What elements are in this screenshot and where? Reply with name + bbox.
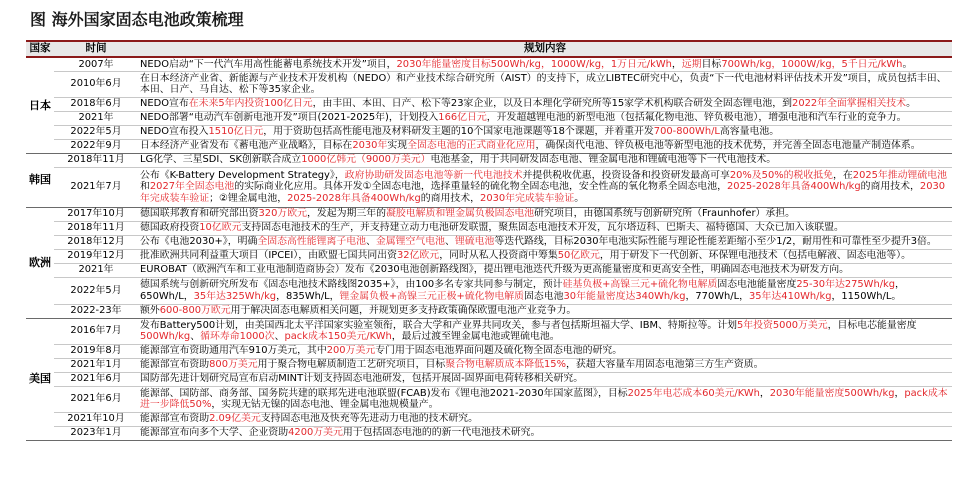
content-text: ，最后过渡至锂金属电池或锂硫电池。 (391, 331, 560, 342)
content-text: 、 (365, 236, 376, 248)
content-text: 的商用技术， (860, 181, 920, 193)
content-text: 用于包括固态电池的的新一代电池技术研究。 (342, 427, 541, 439)
content-text: 电池基金，用于共同研发固态电池、锂金属电池和锂硫电池等下一代电池技术。 (430, 154, 777, 166)
content-text: 能源部宣布向多个大学、企业资助 (140, 427, 289, 439)
highlight-text: 5年投资5000万美元 (736, 319, 828, 331)
highlight-text: 600-800万欧元 (159, 305, 231, 317)
highlight-text: 166亿日元 (438, 112, 487, 124)
content-text: 专门用于固态电池界面问题及硫化物全固态电池的研究。 (375, 345, 623, 357)
highlight-text: 700-800Wh/L (653, 126, 720, 138)
content-text: 、 (274, 331, 285, 342)
content-text: ，实现无钴无镍的固态电池、锂金属电池规模量产。 (211, 399, 439, 410)
time-cell: 2021年7月 (54, 167, 138, 207)
table-row (26, 221, 952, 235)
content-text: 的实际商业化应用。具体开发①全固态电池，选择重量轻的硫化物全固态电池，安全性高的氧化物系全固态电池， (234, 181, 728, 193)
highlight-text: pack成本150美元/KWh (284, 331, 392, 342)
highlight-text: 2025-2028年具备400Wh/kg (727, 181, 861, 193)
content-text: 和 (140, 181, 150, 193)
table-row (26, 111, 952, 125)
content-cell (138, 249, 952, 263)
content-text: 国防部先进计划研究局宣布启动MINT计划支持固态电池研发，包括开展固-固界面电荷转移相关研究。 (140, 373, 584, 385)
content-text: ， (671, 58, 682, 70)
time-cell: 2021年10月 (54, 412, 138, 426)
content-text: ，1150Wh/L。 (831, 290, 902, 302)
header-time: 时间 (54, 41, 138, 57)
time-cell: 2019年8月 (54, 344, 138, 358)
highlight-text: 2030年 (352, 140, 388, 152)
content-text: ，在 (833, 170, 853, 182)
content-cell (138, 153, 952, 167)
highlight-text: 循环寿命1000次 (200, 331, 275, 342)
table-row (26, 125, 952, 139)
table-row (26, 358, 952, 372)
highlight-text: 2025-2028年具备400Wh/kg (287, 192, 421, 204)
time-cell: 2022-23年 (54, 304, 138, 318)
highlight-text: 金属锂空气电池 (375, 236, 446, 248)
figure-title: 图 海外国家固态电池政策梳理 (30, 10, 244, 29)
highlight-text: 1510亿日元 (208, 126, 264, 138)
content-text: 高容量电池。 (719, 126, 780, 138)
content-text: 的商用技术， (420, 192, 481, 204)
content-cell (138, 97, 952, 111)
table-row (26, 153, 952, 167)
table-row (26, 344, 952, 358)
content-text: 。 (906, 98, 916, 110)
content-text: 实现 (387, 140, 408, 152)
time-cell: 2018年6月 (54, 97, 138, 111)
table-row (26, 304, 952, 318)
content-text: ，目标电芯能量密度 (827, 319, 917, 331)
table-row (26, 412, 952, 426)
highlight-text: 2025年电芯成本60美元/KWh (627, 387, 760, 399)
table-row (26, 97, 952, 111)
country-cell: 日本 (26, 57, 54, 153)
content-cell (138, 277, 952, 304)
time-cell: 2019年12月 (54, 249, 138, 263)
content-text: LG化学、三星SDI、SK创新联合成立 (140, 154, 302, 166)
content-text: 在日本经济产业省、新能源与产业技术开发机构（NEDO）和产业技术综合研究所（AIST）的支持下，成立LIBTEC研究中心，负责“下一代电池材料评估技术开发”项目，成员包括丰田、本田、日产、马自达、松下等35家企业。 (140, 72, 947, 95)
content-text: 批准欧洲共同利益重大项目（IPCEI），由欧盟七国共同出资 (140, 250, 397, 262)
time-cell: 2016年7月 (54, 318, 138, 344)
highlight-text: 硅基负极+高镍三元+硫化物电解质 (562, 279, 718, 291)
table-row (26, 235, 952, 249)
content-text: 公布《电池2030+》，明确 (140, 236, 258, 248)
content-text: ，由丰田、本田、日产、松下等23家企业，以及日本理化学研究所等15家学术机构联合研发全固态锂电池，到 (312, 98, 793, 110)
highlight-text: 1000亿韩元（9000万美元） (301, 154, 431, 166)
highlight-text: 全固态高性能锂离子电池 (257, 236, 366, 248)
content-text: 德国系统与创新研究所发布《固态电池技术路线图2035+》，由100多名专家共同参与制定，预计 (140, 279, 563, 291)
content-text: ， (759, 387, 770, 399)
content-text: ，获超大容量车用固态电池第三方生产资质。 (565, 359, 764, 371)
content-text: 用于解决固态电解质相关问题，并规划更多支持政策确保欧盟电池产业竞争力。 (230, 305, 577, 317)
table-row (26, 277, 952, 304)
highlight-text: 2030年能量密度目标500Wh/kg，1000W/kg，1万日元/kWh (396, 58, 672, 70)
content-text: 等迭代路线，目标2030年电池实际性能与理论性能差距缩小至少1/2，耐用性和可靠性至少提升3倍。 (494, 236, 937, 248)
content-text: 能源部、国防部、商务部、国务院共建的联邦先进电池联盟(FCAB)发布《锂电池2021-2030年国家蓝图》，目标 (140, 387, 628, 399)
highlight-text: 聚合物电解质成本降低15% (445, 359, 566, 371)
content-text: 并提供税收优惠，投资设备和投资研发最高可享 (522, 170, 730, 182)
highlight-text: 500Wh/kg (140, 331, 191, 342)
time-cell: 2018年11月 (54, 221, 138, 235)
highlight-text: 2025年推动锂硫电池 (852, 170, 948, 182)
content-text: ，650Wh/L， (140, 279, 905, 302)
content-text: 支持固态电池技术的生产，并支持建立动力电池研发联盟，聚焦固态电池技术开发，瓦尔塔迈科、巴斯夫、福特德国、大众已加入该联盟。 (241, 222, 844, 234)
content-text: NEDO宣布 (140, 98, 189, 110)
table-row (26, 139, 952, 153)
highlight-text: 全固态电池的正式商业化应用 (407, 140, 536, 152)
content-text: 能源部宣布资助 (140, 413, 210, 425)
highlight-text: 2030年能量密度500Wh/kg (769, 387, 895, 399)
time-cell: 2023年1月 (54, 426, 138, 440)
content-cell (138, 207, 952, 221)
time-cell: 2018年12月 (54, 235, 138, 249)
time-cell: 2017年10月 (54, 207, 138, 221)
content-text: ，同时从私人投资商中筹集 (439, 250, 558, 262)
content-text: 、 (190, 331, 201, 342)
time-cell: 2021年 (54, 263, 138, 277)
time-cell: 2021年1月 (54, 358, 138, 372)
content-cell (138, 111, 952, 125)
table-row (26, 71, 952, 97)
content-text: 德国联邦教育和研究部出资 (140, 208, 259, 220)
content-cell (138, 304, 952, 318)
table-row (26, 249, 952, 263)
time-cell: 2010年6月 (54, 71, 138, 97)
highlight-text: 4200万美元 (288, 427, 343, 439)
content-text: ，用于研发下一代创新、环保锂电池技术（包括电解液、固态电池等）。 (599, 250, 911, 262)
content-text: NEDO启动“下一代汽车用高性能蓄电系统技术开发”项目， (140, 58, 397, 70)
content-cell (138, 139, 952, 153)
highlight-text: 2027年全固态电池 (149, 181, 235, 193)
content-text: NEDO部署“电动汽车创新电池开发”项目(2021-2025年)，计划投入 (140, 112, 439, 124)
country-cell: 欧洲 (26, 207, 54, 318)
content-text: 固态电池能量密度 (717, 279, 797, 291)
country-cell: 韩国 (26, 153, 54, 207)
table-row (26, 207, 952, 221)
content-cell (138, 263, 952, 277)
content-text: 能源部宣布资助 (140, 359, 210, 371)
highlight-text: 25-30年达275Wh/kg (796, 279, 896, 291)
content-text: ，发起为期三年的 (307, 208, 387, 220)
highlight-text: 10亿欧元 (199, 222, 242, 234)
highlight-text: 在未来5年内投资100亿日元 (188, 98, 313, 110)
content-text: ， (894, 387, 905, 399)
content-text: 能源部宣布资助通用汽车910万美元，其中 (140, 345, 327, 357)
content-cell (138, 426, 952, 440)
content-text: NEDO宣布投入 (140, 126, 209, 138)
content-text: ，770Wh/L， (685, 290, 749, 302)
content-text: 、 (445, 236, 455, 248)
content-text: ；②锂金属电池， (209, 192, 288, 204)
content-text: 。 (574, 192, 585, 204)
content-cell (138, 125, 952, 139)
content-text: 支持固态电池及快充等先进动力电池的技术研究。 (260, 413, 479, 425)
table-row (26, 57, 952, 71)
content-cell (138, 386, 952, 412)
header-content: 规划内容 (138, 41, 952, 57)
content-cell (138, 318, 952, 344)
highlight-text: 锂硫电池 (454, 236, 495, 248)
content-text: ，开发超越锂电池的新型电池（包括氟化物电池、锌负极电池），增强电池和汽车行业的竞争力。 (486, 112, 907, 124)
highlight-text: 锂金属负极+高镍三元正极+硫化物电解质 (339, 290, 524, 302)
content-text: EUROBAT（欧洲汽车和工业电池制造商协会）发布《2030电池创新路线图》，提出锂电池迭代升级为更高能量密度和更高安全性，明确固态电池技术为研发方向。 (140, 264, 849, 276)
content-text: 。 (902, 58, 913, 70)
content-cell (138, 412, 952, 426)
highlight-text: 35年达325Wh/kg (193, 290, 277, 302)
country-cell: 美国 (26, 318, 54, 440)
content-text: ，835Wh/L， (276, 290, 340, 302)
table-row (26, 426, 952, 440)
content-text: ，确保卤代电池、锌负极电池等新型电池的技术优势，并完善全固态电池量产制造体系。 (535, 140, 921, 152)
time-cell: 2022年9月 (54, 139, 138, 153)
highlight-text: 2030年完成装车验证 (480, 192, 575, 204)
content-cell (138, 167, 952, 207)
content-cell (138, 372, 952, 386)
content-text: 固态电池 (523, 290, 564, 302)
content-cell (138, 358, 952, 372)
highlight-text: 20%及50%的税收抵免 (729, 170, 834, 182)
content-cell (138, 344, 952, 358)
highlight-text: 2030年完成装车验证 (140, 181, 946, 204)
content-text: ，用于资助包括高性能电池及材料研发主题的10个国家电池课题等18个课题，并着重开发 (263, 126, 654, 138)
content-text: 研究项目，由德国系统与创新研究所（Fraunhofer）承担。 (534, 208, 796, 220)
highlight-text: 凝胶电解质和锂金属负极固态电池 (386, 208, 535, 220)
content-cell (138, 57, 952, 71)
highlight-text: pack成本进一步降低50% (140, 387, 948, 410)
table-header-row (26, 41, 952, 57)
content-text: 额外 (140, 305, 160, 317)
time-cell: 2022年5月 (54, 125, 138, 139)
table-row (26, 386, 952, 412)
highlight-text: 远期 (681, 58, 702, 70)
highlight-text: 700Wh/kg，1000W/kg，5千日元/kWh (721, 58, 903, 70)
highlight-text: 200万美元 (326, 345, 376, 357)
table-row (26, 372, 952, 386)
policy-table (26, 40, 952, 441)
highlight-text: 2.09亿美元 (209, 413, 261, 425)
content-cell (138, 235, 952, 249)
content-cell (138, 71, 952, 97)
content-cell (138, 221, 952, 235)
highlight-text: 35年达410Wh/kg (748, 290, 832, 302)
table-row (26, 318, 952, 344)
time-cell: 2007年 (54, 57, 138, 71)
highlight-text: 2022年全面掌握相关技术 (792, 98, 907, 110)
highlight-text: 政府协助研发固态电池等新一代电池技术 (344, 170, 523, 182)
content-text: 用于聚合物电解质制造工艺研究项目，目标 (257, 359, 446, 371)
highlight-text: 32亿欧元 (396, 250, 440, 262)
time-cell: 2021年6月 (54, 372, 138, 386)
time-cell: 2022年5月 (54, 277, 138, 304)
content-text: 公布《K-Battery Development Strategy》， (140, 170, 345, 182)
time-cell: 2021年 (54, 111, 138, 125)
table-body (26, 57, 952, 440)
table-row (26, 167, 952, 207)
table-row (26, 263, 952, 277)
time-cell: 2018年11月 (54, 153, 138, 167)
highlight-text: 800万美元 (209, 359, 258, 371)
highlight-text: 30年能量密度达340Wh/kg (563, 290, 686, 302)
highlight-text: 320万欧元 (258, 208, 307, 220)
time-cell: 2021年6月 (54, 386, 138, 412)
content-text: 发布Battery500计划，由美国西北太平洋国家实验室领衔，联合大学和产业界共同攻关，参与者包括斯坦福大学、IBM、特斯拉等。计划 (140, 319, 737, 331)
content-text: 目标 (701, 58, 722, 70)
content-text: 德国政府投资 (140, 222, 200, 234)
highlight-text: 50亿欧元 (557, 250, 600, 262)
header-country: 国家 (26, 41, 54, 57)
content-text: 日本经济产业省发布《蓄电池产业战略》，目标在 (140, 140, 353, 152)
